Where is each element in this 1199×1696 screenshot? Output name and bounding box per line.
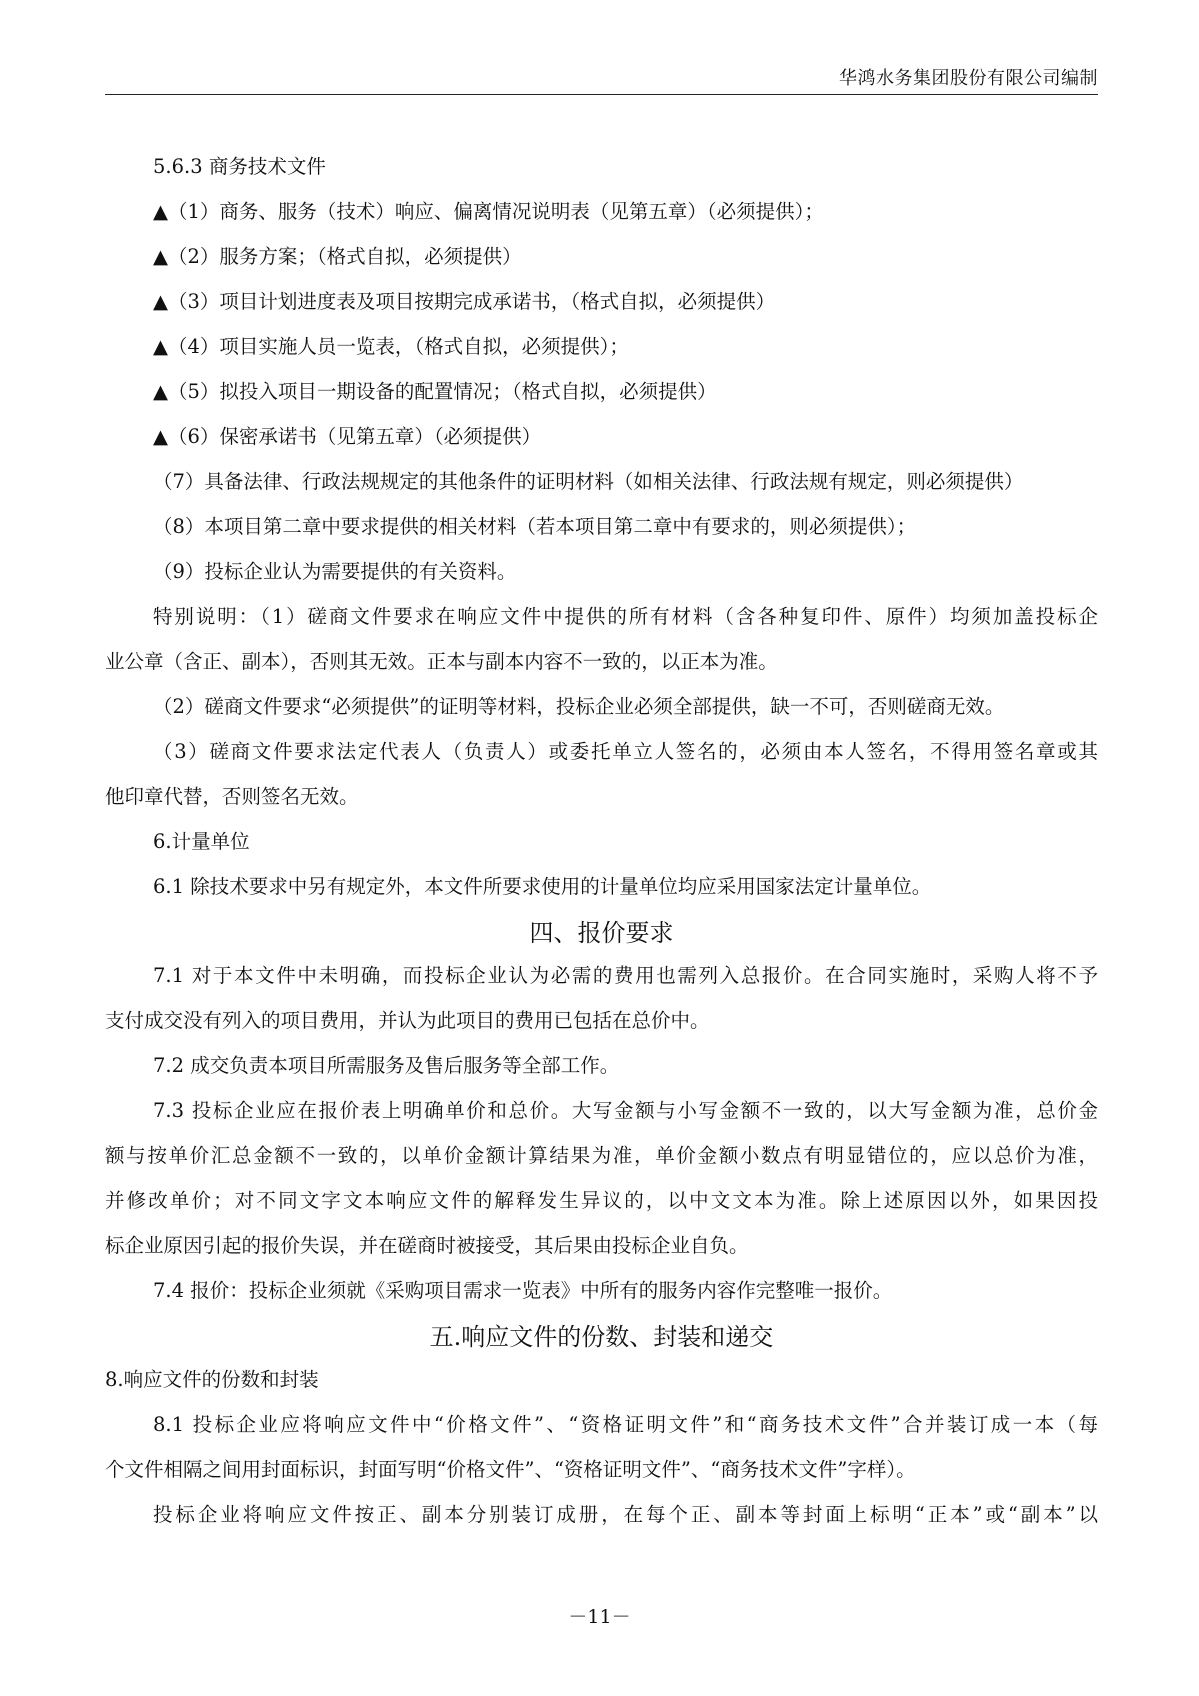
list-item: ▲（1）商务、服务（技术）响应、偏离情况说明表（见第五章）（必须提供）；	[153, 200, 824, 223]
paragraph-line: （3）磋商文件要求法定代表人（负责人）或委托单立人签名的，必须由本人签名，不得用签名章或其	[153, 740, 1098, 763]
paragraph-line: 投标企业将响应文件按正、副本分别装订成册，在每个正、副本等封面上标明“正本”或“副本”以	[153, 1503, 1098, 1526]
section-heading-6: 6.计量单位	[153, 830, 250, 853]
paragraph-line: 标企业原因引起的报价失误，并在磋商时被接受，其后果由投标企业自负。	[105, 1234, 749, 1257]
page-header	[105, 60, 1098, 95]
paragraph-line: 8.1 投标企业应将响应文件中“价格文件”、“资格证明文件”和“商务技术文件”合并装订成一本（每	[153, 1413, 1098, 1436]
paragraph-line: 7.2 成交负责本项目所需服务及售后服务等全部工作。	[153, 1054, 620, 1077]
paragraph-line: 并修改单价；对不同文字文本响应文件的解释发生异议的，以中文文本为准。除上述原因以外，如果因投	[105, 1189, 1098, 1212]
list-item: ▲（6）保密承诺书（见第五章）（必须提供）	[153, 425, 542, 448]
chapter-heading-5: 五.响应文件的份数、封装和递交	[429, 1323, 774, 1351]
list-item: ▲（3）项目计划进度表及项目按期完成承诺书，（格式自拟，必须提供）	[153, 290, 776, 313]
page-number: －11－	[568, 1606, 631, 1628]
list-item: ▲（4）项目实施人员一览表，（格式自拟，必须提供）；	[153, 335, 629, 358]
paragraph-line: 7.4 报价：投标企业须就《采购项目需求一览表》中所有的服务内容作完整唯一报价。	[153, 1279, 893, 1302]
section-heading-8: 8.响应文件的份数和封装	[105, 1368, 319, 1391]
paragraph-line: 7.3 投标企业应在报价表上明确单价和总价。大写金额与小写金额不一致的，以大写金额为准，总价金	[153, 1099, 1098, 1122]
paragraph-line: 额与按单价汇总金额不一致的，以单价金额计算结果为准，单价金额小数点有明显错位的，应以总价为准，	[105, 1144, 1098, 1167]
paragraph-line: 业公章（含正、副本），否则其无效。正本与副本内容不一致的，以正本为准。	[105, 650, 778, 673]
document-body	[105, 153, 1098, 1546]
chapter-heading-4: 四、报价要求	[529, 919, 674, 947]
paragraph-line: 6.1 除技术要求中另有规定外，本文件所要求使用的计量单位均应采用国家法定计量单位。	[153, 875, 932, 898]
list-item: （9）投标企业认为需要提供的有关资料。	[153, 560, 517, 583]
paragraph-line: 支付成交没有列入的项目费用，并认为此项目的费用已包括在总价中。	[105, 1009, 710, 1032]
paragraph-line: （2）磋商文件要求“必须提供”的证明等材料，投标企业必须全部提供，缺一不可，否则磋商无效。	[153, 695, 1005, 718]
paragraph-line: 他印章代替，否则签名无效。	[105, 785, 359, 808]
list-item: （7）具备法律、行政法规规定的其他条件的证明材料（如相关法律、行政法规有规定，则必须提供）	[153, 470, 1024, 493]
list-item: ▲（2）服务方案；（格式自拟，必须提供）	[153, 245, 522, 268]
list-item: ▲（5）拟投入项目一期设备的配置情况；（格式自拟，必须提供）	[153, 380, 717, 403]
section-heading-5-6-3: 5.6.3 商务技术文件	[153, 155, 326, 178]
header-company: 华鸿水务集团股份有限公司编制	[839, 68, 1098, 89]
list-item: （8）本项目第二章中要求提供的相关材料（若本项目第二章中有要求的，则必须提供）；	[153, 515, 917, 538]
paragraph-line: 7.1 对于本文件中未明确，而投标企业认为必需的费用也需列入总报价。在合同实施时，采购人将不予	[153, 964, 1098, 987]
paragraph-line: 个文件相隔之间用封面标识，封面写明“价格文件”、“资格证明文件”、“商务技术文件”字样）。	[105, 1458, 916, 1481]
paragraph-line: 特别说明：（1）磋商文件要求在响应文件中提供的所有材料（含各种复印件、原件）均须加盖投标企	[153, 605, 1098, 628]
